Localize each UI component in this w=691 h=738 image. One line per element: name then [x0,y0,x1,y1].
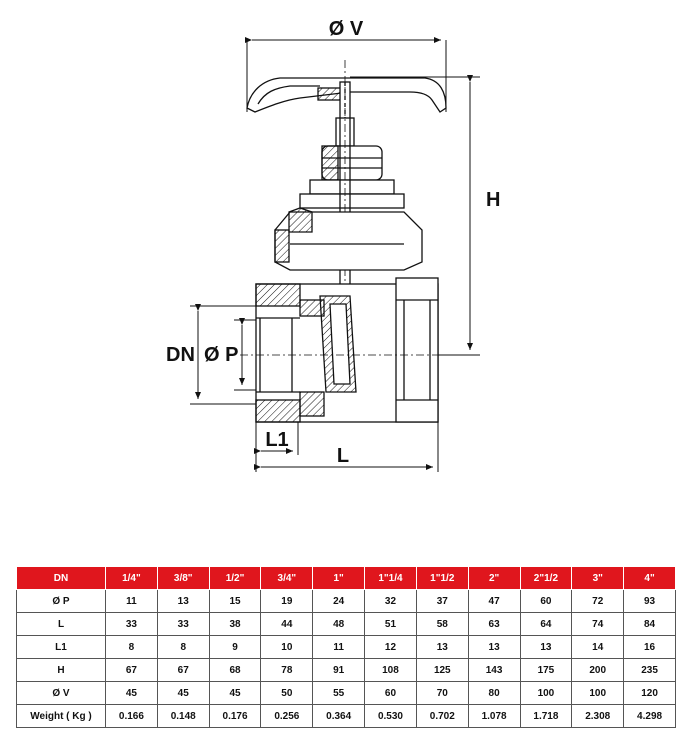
table-cell: 45 [106,682,158,705]
table-cell: 58 [416,613,468,636]
header-cell: 1"1/4 [365,567,417,590]
table-cell: 67 [157,659,209,682]
table-cell: 60 [520,590,572,613]
table-cell: 47 [468,590,520,613]
table-cell: 13 [520,636,572,659]
table-cell: 16 [624,636,676,659]
table-cell: 37 [416,590,468,613]
header-cell: 2"1/2 [520,567,572,590]
table-cell: 8 [106,636,158,659]
table-cell: 74 [572,613,624,636]
valve-body [240,278,448,422]
table-cell: 67 [106,659,158,682]
table-row [17,659,676,682]
table-cell: 45 [209,682,261,705]
table-cell: 10 [261,636,313,659]
row-label-cell: Weight ( Kg ) [17,705,106,728]
table-cell: 68 [209,659,261,682]
specification-table [16,566,676,728]
table-cell: 0.530 [365,705,417,728]
header-cell: DN [17,567,106,590]
table-cell: 0.166 [106,705,158,728]
table-cell: 64 [520,613,572,636]
table-cell: 108 [365,659,417,682]
table-cell: 24 [313,590,365,613]
table-cell: 13 [157,590,209,613]
row-label-cell: L1 [17,636,106,659]
header-cell: 1/2" [209,567,261,590]
table-cell: 38 [209,613,261,636]
table-cell: 55 [313,682,365,705]
table-cell: 72 [572,590,624,613]
table-cell: 44 [261,613,313,636]
table-cell: 4.298 [624,705,676,728]
table-body [17,590,676,728]
handwheel [247,78,446,122]
label-dn: DN [166,344,195,366]
label-l1: L1 [265,429,289,451]
table-cell: 51 [365,613,417,636]
table-cell: 60 [365,682,417,705]
table-cell: 93 [624,590,676,613]
table-cell: 91 [313,659,365,682]
table-cell: 1.078 [468,705,520,728]
bonnet [275,208,422,270]
table-cell: 33 [106,613,158,636]
table-cell: 11 [313,636,365,659]
table-cell: 32 [365,590,417,613]
label-v: Ø V [328,18,364,40]
table-row [17,613,676,636]
table-cell: 175 [520,659,572,682]
header-cell: 1"1/2 [416,567,468,590]
row-label-cell: H [17,659,106,682]
table-cell: 13 [468,636,520,659]
table-cell: 235 [624,659,676,682]
table-cell: 14 [572,636,624,659]
table-cell: 143 [468,659,520,682]
table-cell: 8 [157,636,209,659]
table-cell: 120 [624,682,676,705]
header-cell: 4" [624,567,676,590]
table-cell: 50 [261,682,313,705]
table-cell: 80 [468,682,520,705]
table-header-row [17,567,676,590]
row-label-cell: Ø P [17,590,106,613]
header-cell: 1/4" [106,567,158,590]
table-cell: 200 [572,659,624,682]
table-cell: 0.256 [261,705,313,728]
table-cell: 48 [313,613,365,636]
table-cell: 125 [416,659,468,682]
label-h: H [486,189,501,211]
table-cell: 19 [261,590,313,613]
header-cell: 3/4" [261,567,313,590]
table-cell: 1.718 [520,705,572,728]
table-cell: 33 [157,613,209,636]
header-cell: 2" [468,567,520,590]
table-cell: 0.176 [209,705,261,728]
table-cell: 11 [106,590,158,613]
table-cell: 12 [365,636,417,659]
table-cell: 100 [520,682,572,705]
label-l: L [336,445,350,467]
table-row [17,705,676,728]
table-cell: 70 [416,682,468,705]
table-cell: 0.364 [313,705,365,728]
table-cell: 0.148 [157,705,209,728]
header-cell: 3/8" [157,567,209,590]
table-cell: 9 [209,636,261,659]
table-cell: 84 [624,613,676,636]
row-label-cell: Ø V [17,682,106,705]
table-cell: 13 [416,636,468,659]
table-cell: 2.308 [572,705,624,728]
table-cell: 63 [468,613,520,636]
header-cell: 1" [313,567,365,590]
table-cell: 45 [157,682,209,705]
label-p: Ø P [204,344,239,366]
row-label-cell: L [17,613,106,636]
table-row [17,682,676,705]
table-row [17,636,676,659]
table-cell: 78 [261,659,313,682]
table-cell: 15 [209,590,261,613]
table-row [17,590,676,613]
table-cell: 100 [572,682,624,705]
header-cell: 3" [572,567,624,590]
table-cell: 0.702 [416,705,468,728]
